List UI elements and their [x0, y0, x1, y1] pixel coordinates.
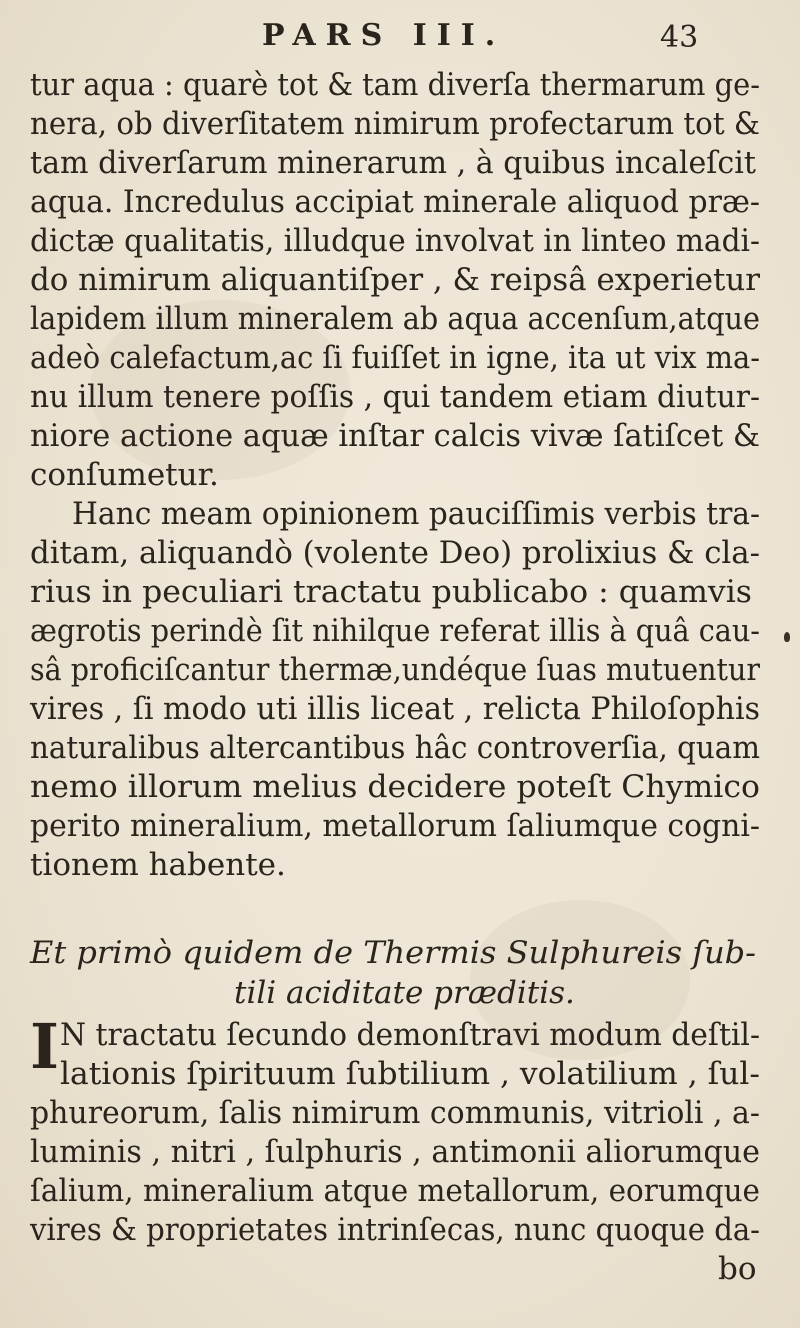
text-line: [0, 339, 800, 377]
text-line: [0, 261, 800, 299]
line-text: aqua. Incredulus accipiat minerale aliquod præ-: [30, 184, 760, 220]
text-line: [0, 417, 800, 455]
line-text: tur aqua : quarè tot & tam diverſa thermarum ge-: [30, 67, 760, 103]
line-text: tili aciditate præditis.: [234, 975, 575, 1011]
text-line: [0, 66, 800, 104]
line-text: Hanc meam opinionem pauciſſimis verbis tra-: [72, 496, 760, 532]
text-line: [0, 729, 800, 767]
text-line: [0, 495, 800, 533]
page-number: 43: [660, 20, 699, 55]
text-line: [0, 690, 800, 728]
text-line: [0, 1211, 800, 1249]
heading-line: [0, 974, 800, 1012]
line-text: phureorum, ſalis nimirum communis, vitrioli , a-: [30, 1095, 760, 1131]
text-line: [0, 1016, 800, 1054]
line-text: luminis , nitri , ſulphuris , antimonii aliorumque: [30, 1134, 760, 1170]
line-text: adeò calefactum,ac ſi fuiſſet in igne, ita ut vix ma-: [30, 340, 760, 376]
line-text: ditam, aliquandò (volente Deo) prolixius & cla-: [30, 535, 760, 571]
line-text: ægrotis perindè ſit nihilque referat illis à quâ cau-: [30, 613, 760, 649]
line-text: lapidem illum mineralem ab aqua accenſum,atque: [30, 301, 760, 337]
line-text: dictæ qualitatis, illudque involvat in linteo madi-: [30, 223, 760, 259]
text-line: [0, 222, 800, 260]
text-line: [0, 1133, 800, 1171]
line-text: nemo illorum melius decidere poteſt Chymico: [30, 769, 760, 805]
text-line: [0, 846, 800, 884]
line-text: nera, ob diverſitatem nimirum profectarum tot &: [30, 106, 760, 142]
line-text: vires & proprietates intrinſecas, nunc quoque da-: [30, 1212, 760, 1248]
line-text: rius in peculiari tractatu publicabo : quamvis: [30, 574, 752, 610]
text-line: [0, 1172, 800, 1210]
paragraph-with-drop-cap: [0, 1008, 800, 1298]
line-text: sâ proficiſcantur thermæ,undéque ſuas mutuentur: [30, 652, 760, 688]
text-line: [0, 807, 800, 845]
line-text: Et primò quidem de Thermis Sulphureis ſub-: [30, 935, 756, 971]
text-line: [0, 651, 800, 689]
line-text: ſalium, mineralium atque metallorum, eorumque: [30, 1173, 760, 1209]
catchword: bo: [718, 1251, 757, 1287]
text-line: [0, 573, 800, 611]
line-text: do nimirum aliquantiſper , & reipsâ experietur: [30, 262, 760, 298]
drop-cap: I: [30, 1010, 60, 1083]
text-line: [0, 378, 800, 416]
catchword-line: [0, 1250, 800, 1288]
line-text: conſumetur.: [30, 457, 219, 493]
text-line: [0, 300, 800, 338]
text-line: [0, 1055, 800, 1093]
text-line: [0, 183, 800, 221]
text-line: [0, 1094, 800, 1132]
text-line: [0, 768, 800, 806]
text-line: [0, 144, 800, 182]
line-text: tionem habente.: [30, 847, 286, 883]
text-line: [0, 534, 800, 572]
line-text: vires , ſi modo uti illis liceat , relicta Philoſophis: [30, 691, 760, 727]
line-text: perito mineralium, metallorum ſaliumque cogni-: [30, 808, 760, 844]
text-line: [0, 456, 800, 494]
line-text: tam diverſarum minerarum , à quibus incaleſcit: [30, 145, 756, 181]
running-title: PARS III.: [262, 18, 506, 53]
running-head: [0, 18, 800, 58]
text-line: [0, 105, 800, 143]
heading-line: [0, 934, 800, 972]
line-text: N tractatu ſecundo demonſtravi modum deſtil-: [60, 1017, 760, 1053]
line-text: naturalibus altercantibus hâc controverſia, quam: [30, 730, 760, 766]
text-line: [0, 612, 800, 650]
line-text: lationis ſpirituum ſubtilium , volatilium , ſul-: [60, 1056, 760, 1092]
line-text: niore actione aquæ inſtar calcis vivæ ſatiſcet &: [30, 418, 760, 454]
line-text: nu illum tenere poſſis , qui tandem etiam diutur-: [30, 379, 760, 415]
margin-mark: [784, 632, 790, 642]
